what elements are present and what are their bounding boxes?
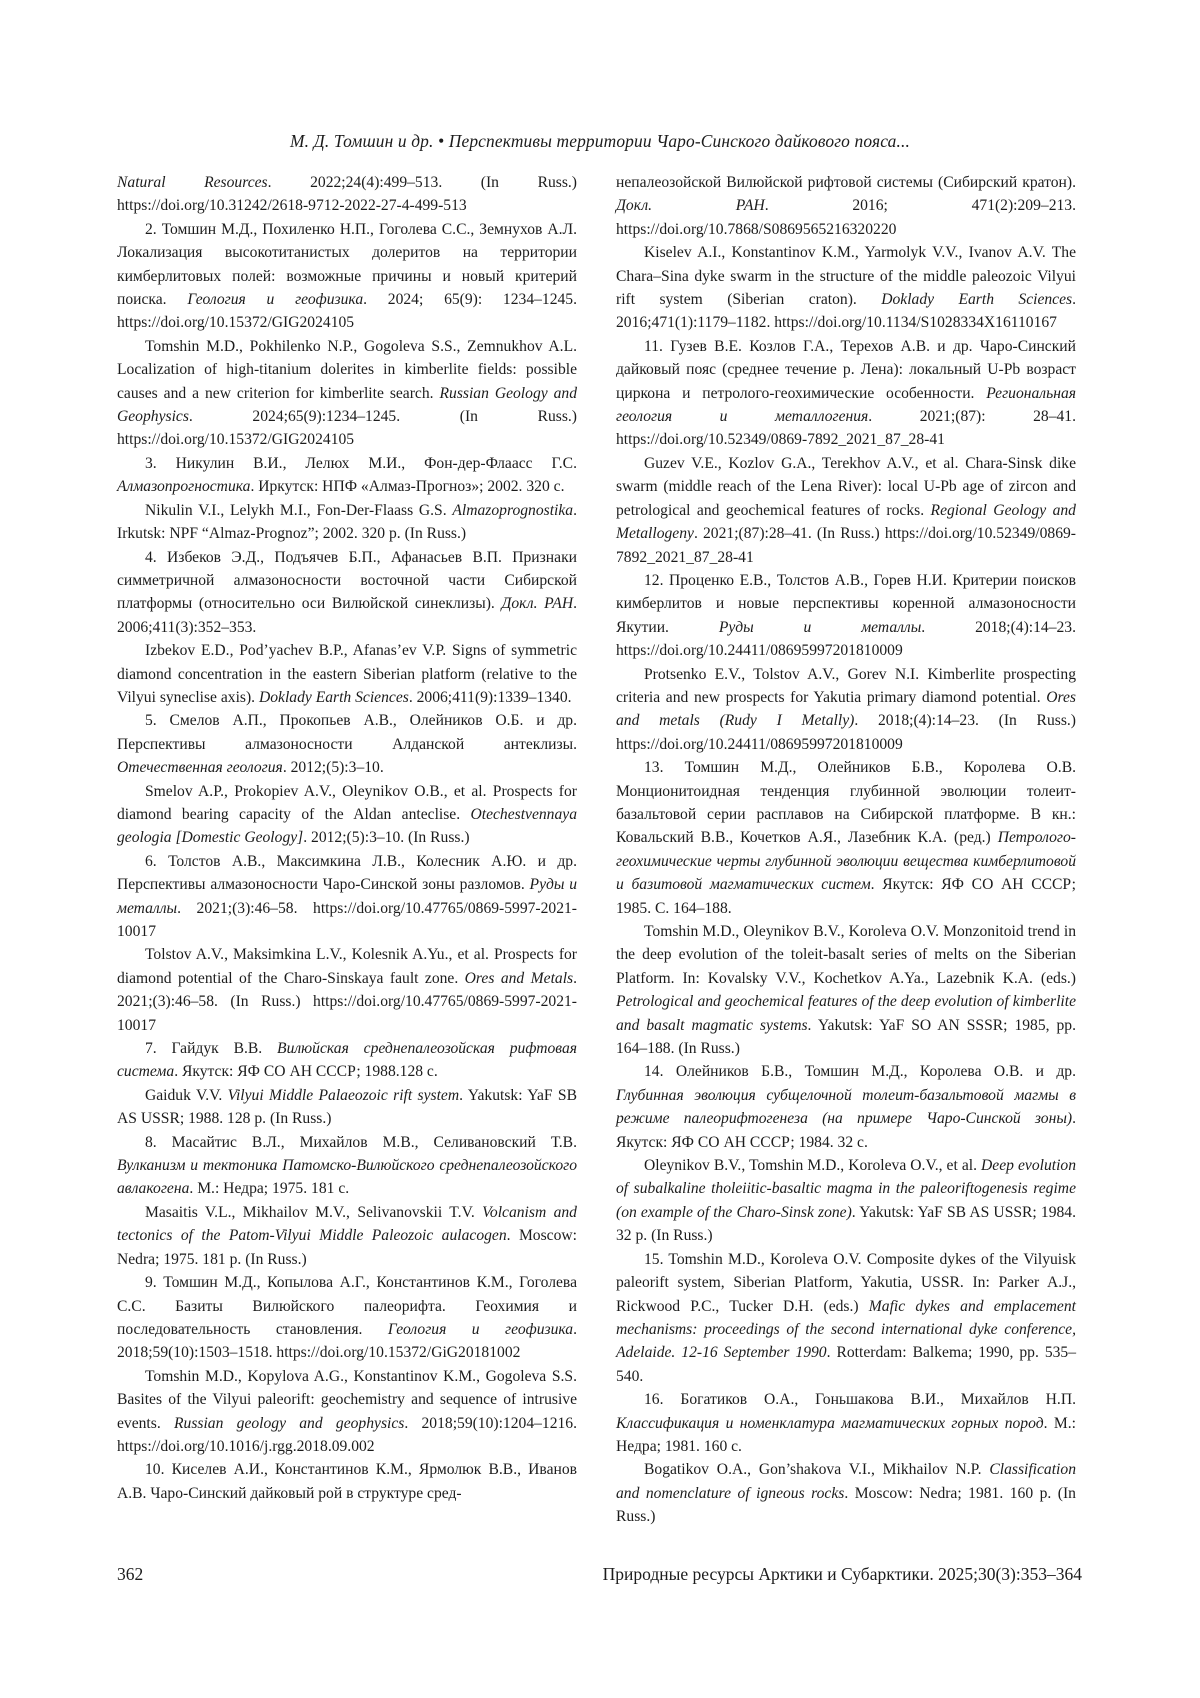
reference-text: Oleynikov B.V., Tomshin M.D., Koroleva O.V., et al. bbox=[644, 1157, 982, 1175]
reference-entry bbox=[117, 639, 577, 709]
reference-italic-text: Отечественная геология bbox=[117, 759, 283, 777]
reference-italic-text: Natural Resources bbox=[117, 174, 268, 191]
reference-text: . 2016;471(1):1179–1182. https://doi.org/10.1134/S1028334X16110167 bbox=[616, 291, 1076, 332]
page-number: 362 bbox=[117, 1564, 144, 1584]
reference-italic-text: Otechestvennaya geologia [Domestic Geology] bbox=[117, 805, 577, 847]
reference-entry bbox=[616, 1154, 1076, 1248]
reference-text: . 2006;411(9):1339–1340. bbox=[408, 688, 572, 706]
reference-text: 8. Масайтис В.Л., Михайлов М.В., Селивановский Т.В. bbox=[145, 1133, 577, 1151]
reference-text: 3. Никулин В.И., Лелюх М.И., Фон-дер-Флаасс Г.С. bbox=[145, 454, 577, 472]
reference-text: . 2024;65(9):1234–1245. (In Russ.) https://doi.org/10.15372/GIG2024105 bbox=[117, 408, 577, 449]
reference-text: Protsenko E.V., Tolstov A.V., Gorev N.I. Kimberlite prospecting criteria and new prospects for Yakutia primary diamond potential. bbox=[616, 665, 1076, 706]
reference-text: 6. Толстов А.В., Максимкина Л.В., Колесник А.Ю. и др. Перспективы алмазоносности Чаро-Синской зоны разломов. bbox=[117, 852, 577, 894]
reference-entry bbox=[117, 709, 577, 779]
reference-entry bbox=[616, 1388, 1076, 1458]
reference-italic-text: Докл. РАН bbox=[616, 197, 765, 215]
reference-entry bbox=[117, 218, 577, 335]
reference-text: . 2018;(4):14–23. https://doi.org/10.24411/08695997201810009 bbox=[616, 618, 1076, 660]
reference-text: . Якутск: ЯФ СО АН СССР; 1984. 32 с. bbox=[616, 1110, 1076, 1151]
reference-italic-text: Ores and metals (Rudy I Metally) bbox=[616, 688, 1076, 730]
reference-text: . Якутск: ЯФ СО АН СССР; 1988.128 с. bbox=[174, 1063, 438, 1081]
reference-text: . 2021;(3):46–58. (In Russ.) https://doi.org/10.47765/0869-5997-2021-10017 bbox=[117, 969, 577, 1034]
reference-text: Bogatikov O.A., Gon’shakova V.I., Mikhailov N.P. bbox=[644, 1461, 990, 1479]
reference-entry bbox=[117, 1037, 577, 1084]
reference-italic-text: Classification and nomenclature of igneous rocks bbox=[616, 1461, 1076, 1502]
reference-text: . Yakutsk: YaF SO AN SSSR; 1985, pp. 164–188. (In Russ.) bbox=[616, 1016, 1076, 1058]
reference-text: Kiselev A.I., Konstantinov K.M., Yarmolyk V.V., Ivanov A.V. The Chara–Sina dyke swarm in the structure of the middle paleozoic Vilyui rift system (Siberian craton). bbox=[616, 244, 1076, 309]
reference-entry bbox=[117, 1365, 577, 1459]
reference-entry bbox=[117, 335, 577, 452]
reference-entry bbox=[117, 1201, 577, 1271]
reference-entry bbox=[117, 1084, 577, 1131]
reference-italic-text: Ores and Metals bbox=[464, 969, 574, 987]
reference-italic-text: Almazoprognostika bbox=[452, 501, 574, 519]
reference-text: Smelov A.P., Prokopiev A.V., Oleynikov O.B., et al. Prospects for diamond bearing capacity of the Aldan anteclise. bbox=[117, 782, 577, 823]
reference-entry bbox=[117, 943, 577, 1037]
reference-text: 12. Проценко Е.В., Толстов А.В., Горев Н.И. Критерии поисков кимберлитов и новые перспективы коренной алмазоносности Якутии. bbox=[616, 571, 1076, 636]
running-title: М. Д. Томшин и др. • Перспективы территории Чаро-Синского дайкового пояса... bbox=[290, 131, 910, 151]
reference-italic-text: Докл. РАН bbox=[501, 595, 574, 613]
reference-italic-text: Руды и металлы bbox=[117, 876, 577, 917]
reference-entry bbox=[117, 850, 577, 944]
reference-italic-text: Геология и геофизика bbox=[387, 1320, 574, 1338]
reference-text: . 2018;59(10):1503–1518. https://doi.org/10.15372/GiG20181002 bbox=[117, 1320, 577, 1362]
reference-text: Tomshin M.D., Pokhilenko N.P., Gogoleva S.S., Zemnukhov A.L. Localization of high-titanium dolerites in kimberlite fields: possible causes and a new criterion for kimberlite search. bbox=[117, 337, 577, 402]
reference-italic-text: Региональная геология и металлогения bbox=[616, 384, 1076, 426]
reference-entry bbox=[117, 499, 577, 546]
reference-text: Masaitis V.L., Mikhailov M.V., Selivanovskii T.V. bbox=[145, 1203, 483, 1221]
reference-entry bbox=[117, 546, 577, 640]
reference-text: Nikulin V.I., Lelykh M.I., Fon-Der-Flaass G.S. bbox=[145, 501, 453, 519]
reference-text: . 2022;24(4):499–513. (In Russ.) https://doi.org/10.31242/2618-9712-2022-27-4-499-513 bbox=[117, 174, 577, 215]
reference-text: . Moscow: Nedra; 1975. 181 p. (In Russ.) bbox=[117, 1227, 577, 1268]
reference-text: . Moscow: Nedra; 1981. 160 p. (In Russ.) bbox=[616, 1484, 1076, 1526]
reference-italic-text: Вилюйская среднепалеозойская рифтовая система bbox=[117, 1040, 577, 1081]
reference-text: 5. Смелов А.П., Прокопьев А.В., Олейников О.Б. и др. Перспективы алмазоносности Алданской антеклизы. bbox=[117, 712, 577, 753]
reference-text: . 2012;(5):3–10. bbox=[282, 759, 384, 777]
reference-entry bbox=[616, 241, 1076, 335]
reference-text: . 2016; 471(2):209–213. https://doi.org/10.7868/S0869565216320220 bbox=[616, 197, 1076, 238]
reference-italic-text: Алмазопрогностика bbox=[117, 478, 251, 496]
reference-italic-text: Regional Geology and Metallogeny bbox=[616, 501, 1076, 543]
reference-entry bbox=[616, 171, 1076, 241]
references-right-column bbox=[616, 171, 1076, 1529]
reference-text: Guzev V.E., Kozlov G.A., Terekhov A.V., et al. Chara-Sinsk dike swarm (middle reach of the Lena River): local U-Pb age of zircon and petrological and geochemical features of rocks. bbox=[616, 454, 1076, 519]
reference-entry bbox=[616, 1060, 1076, 1154]
reference-italic-text: Руды и металлы bbox=[718, 618, 922, 636]
references-left-column bbox=[117, 171, 577, 1505]
reference-italic-text: Вулканизм и тектоника Патомско-Вилюйского среднепалеозойского авлакогена bbox=[117, 1157, 577, 1198]
reference-italic-text: Петролого-геохимические черты глубинной эволюции вещества кимберлитовой и базитовой магматических систем bbox=[616, 829, 1076, 894]
reference-italic-text: Doklady Earth Sciences bbox=[881, 291, 1073, 309]
reference-text: . М.: Недра; 1975. 181 с. bbox=[189, 1180, 350, 1198]
reference-entry bbox=[117, 171, 577, 218]
reference-text: 14. Олейников Б.В., Томшин М.Д., Королева О.В. и др. bbox=[644, 1063, 1076, 1081]
reference-entry bbox=[117, 780, 577, 850]
reference-text: . 2021;(87):28–41. (In Russ.) https://doi.org/10.52349/0869-7892_2021_87_28-41 bbox=[616, 525, 1076, 566]
reference-text: . Yakutsk: YaF SB AS USSR; 1984. 32 p. (In Russ.) bbox=[616, 1203, 1076, 1245]
reference-italic-text: Классификация и номенклатура магматических горных пород bbox=[616, 1414, 1044, 1432]
reference-entry bbox=[616, 1458, 1076, 1528]
reference-text: 15. Tomshin M.D., Koroleva O.V. Composite dykes of the Vilyuisk paleorift system, Siberian Platform, Yakutia, USSR. In: Parker A.J., Rickwood P.C., Tucker D.H. (eds.) bbox=[616, 1250, 1076, 1315]
reference-italic-text: Геология и геофизика bbox=[187, 291, 364, 309]
reference-text: 16. Богатиков О.А., Гоньшакова В.И., Михайлов Н.П. bbox=[644, 1391, 1076, 1409]
reference-italic-text: Глубинная эволюция субщелочной толеит-базальтовой магмы в режиме палеорифтогенеза (на примере Чаро-Синской зоны) bbox=[616, 1086, 1076, 1128]
reference-italic-text: Petrological and geochemical features of the deep evolution of kimberlite and basalt magmatic systems bbox=[616, 993, 1076, 1034]
reference-text: . Якутск: ЯФ СО АН СССР; 1985. С. 164–188. bbox=[616, 876, 1076, 917]
reference-entry bbox=[616, 452, 1076, 569]
reference-text: 10. Киселев А.И., Константинов К.М., Ярмолюк В.В., Иванов А.В. Чаро-Синский дайковый рой в структуре сред- bbox=[117, 1461, 577, 1502]
reference-text: 11. Гузев В.Е. Козлов Г.А., Терехов А.В. и др. Чаро-Синский дайковый пояс (среднее течение р. Лена): локальный U-Pb возраст циркона и петролого-геохимические особенности. bbox=[616, 337, 1076, 402]
reference-text: Tomshin M.D., Kopylova A.G., Konstantinov K.M., Gogoleva S.S. Basites of the Vilyui paleorift: geochemistry and sequence of intrusive events. bbox=[117, 1367, 577, 1432]
reference-text: . Irkutsk: NPF “Almaz-Prognoz”; 2002. 320 p. (In Russ.) bbox=[117, 501, 577, 543]
reference-text: . М.: Недра; 1981. 160 с. bbox=[616, 1414, 1076, 1455]
reference-text: . 2018;59(10):1204–1216. https://doi.org/10.1016/j.rgg.2018.09.002 bbox=[117, 1414, 577, 1455]
reference-text: Izbekov E.D., Pod’yachev B.P., Afanas’ev V.P. Signs of symmetric diamond concentration in the eastern Siberian platform (relative to the Vilyui syneclise axis). bbox=[117, 642, 577, 706]
reference-entry bbox=[117, 1131, 577, 1201]
reference-text: непалеозойской Вилюйской рифтовой системы (Сибирский кратон). bbox=[616, 174, 1076, 191]
reference-text: Gaiduk V.V. bbox=[145, 1086, 228, 1104]
reference-text: 4. Избеков Э.Д., Подъячев Б.П., Афанасьев В.П. Признаки симметричной алмазоносности восточной части Сибирской платформы (относительно оси Вилюйской синеклизы). bbox=[117, 548, 577, 613]
reference-italic-text: Russian Geology and Geophysics bbox=[117, 384, 577, 426]
reference-entry bbox=[117, 452, 577, 499]
reference-text: . 2018;(4):14–23. (In Russ.) https://doi.org/10.24411/08695997201810009 bbox=[616, 712, 1076, 753]
reference-text: . 2012;(5):3–10. (In Russ.) bbox=[303, 829, 470, 847]
reference-text: . 2006;411(3):352–353. bbox=[117, 595, 577, 636]
reference-text: . Yakutsk: YaF SB AS USSR; 1988. 128 p. (In Russ.) bbox=[117, 1086, 577, 1128]
reference-text: Tolstov A.V., Maksimkina L.V., Kolesnik A.Yu., et al. Prospects for diamond potential of the Charo-Sinskaya fault zone. bbox=[117, 946, 577, 987]
reference-italic-text: Volcanism and tectonics of the Patom-Vilyui Middle Paleozoic aulacogen bbox=[117, 1203, 577, 1245]
reference-entry bbox=[616, 663, 1076, 757]
reference-italic-text: Vilyui Middle Palaeozoic rift system bbox=[227, 1086, 460, 1104]
reference-entry bbox=[616, 569, 1076, 663]
reference-text: 2. Томшин М.Д., Похиленко Н.П., Гоголева С.С., Земнухов А.Л. Локализация высокотитанистых долеритов на территории кимберлитовых полей: возможные причины и новый критерий поиска. bbox=[117, 220, 577, 309]
reference-text: . 2021;(3):46–58. https://doi.org/10.47765/0869-5997-2021-10017 bbox=[117, 899, 577, 940]
reference-text: . Иркутск: НПФ «Алмаз-Прогноз»; 2002. 320 с. bbox=[250, 478, 565, 496]
reference-entry bbox=[616, 756, 1076, 920]
reference-italic-text: Russian geology and geophysics bbox=[174, 1414, 405, 1432]
reference-text: 9. Томшин М.Д., Копылова А.Г., Константинов К.М., Гоголева С.С. Базиты Вилюйского палеорифта. Геохимия и последовательность становления. bbox=[117, 1274, 577, 1338]
reference-text: . 2021;(87): 28–41. https://doi.org/10.52349/0869-7892_2021_87_28-41 bbox=[616, 408, 1076, 449]
reference-entry bbox=[616, 1248, 1076, 1388]
reference-text: Tomshin M.D., Oleynikov B.V., Koroleva O.V. Monzonitoid trend in the deep evolution of the toleit-basalt series of melts on the Siberian Platform. In: Kovalsky V.V., Kochetkov A.Ya., Lazebnik K.A. (eds.) bbox=[616, 923, 1076, 987]
reference-entry bbox=[117, 1458, 577, 1505]
reference-entry bbox=[616, 335, 1076, 452]
reference-italic-text: Deep evolution of subalkaline tholeiitic-basaltic magma in the paleoriftogenesis regime (on example of the Charo-Sinsk zone) bbox=[616, 1157, 1076, 1221]
reference-entry bbox=[616, 920, 1076, 1060]
reference-text: 7. Гайдук В.В. bbox=[145, 1040, 278, 1058]
reference-italic-text: Mafic dykes and emplacement mechanisms: proceedings of the second international dyke conference, Adelaide. 12-16 September 1990 bbox=[616, 1297, 1076, 1362]
reference-text: . 2024; 65(9): 1234–1245. https://doi.org/10.15372/GIG2024105 bbox=[117, 291, 578, 332]
journal-citation: Природные ресурсы Арктики и Субарктики. 2025;30(3):353–364 bbox=[602, 1564, 1082, 1584]
reference-entry bbox=[117, 1271, 577, 1365]
reference-text: . Rotterdam: Balkema; 1990, pp. 535–540. bbox=[616, 1344, 1077, 1385]
reference-italic-text: Doklady Earth Sciences bbox=[258, 688, 409, 706]
reference-text: 13. Томшин М.Д., Олейников Б.В., Королева О.В. Монционитоидная тенденция глубинной эволюции толеит-базальтовой серии расплавов на Сибирской платформе. В кн.: Ковальский В.В., Кочетков А.Я., Лазебник К.А. (ред.) bbox=[616, 759, 1076, 847]
